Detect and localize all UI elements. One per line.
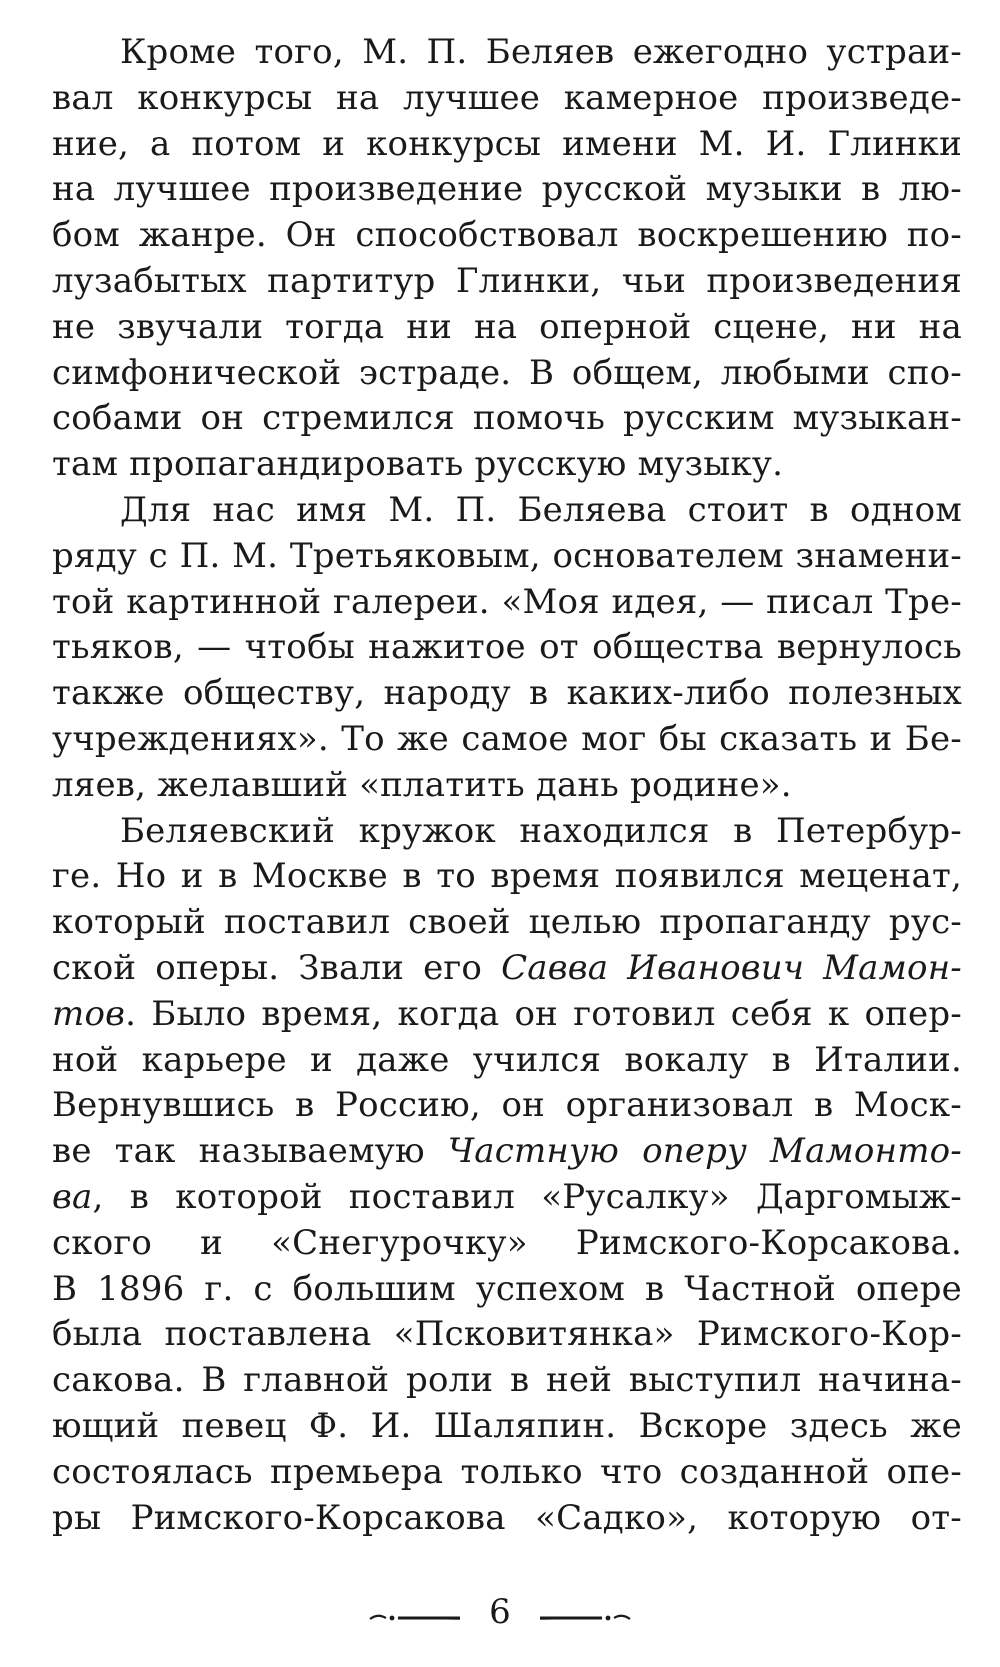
text-line: той картинной галереи. «Моя идея, — писал Тре- (52, 581, 962, 622)
text-line: собами он стремился помочь русским музыкан- (52, 398, 962, 439)
text-line: состоялась премьера только что созданной опе- (52, 1451, 962, 1492)
text-line: Вернувшись в Россию, он организовал в Моск- (52, 1085, 962, 1126)
ornament-left-icon (368, 1594, 464, 1634)
text-line: Для нас имя М. П. Беляева стоит в одном (120, 489, 962, 530)
text-run: ской оперы. Звали его (52, 947, 502, 988)
italic-name: ва (52, 1176, 93, 1217)
page-text (52, 30, 962, 1541)
page-footer (0, 1592, 1000, 1634)
text-line: тьяков, — чтобы нажитое от общества вернулось (52, 627, 962, 668)
paragraph-2 (52, 488, 962, 809)
italic-name: тов (52, 993, 126, 1034)
text-run: ве так называемую (52, 1131, 448, 1172)
text-line: на лучшее произведение русской музыки в лю- (52, 169, 962, 210)
text-line (52, 1175, 962, 1221)
paragraph-1 (52, 30, 962, 488)
text-line (52, 992, 962, 1038)
text-line: Беляевский кружок находился в Петербур- (120, 810, 962, 851)
text-line: лузабытых партитур Глинки, чьи произведения (52, 260, 962, 301)
text-line: ной карьере и даже учился вокалу в Италии. (52, 1039, 962, 1080)
text-line (52, 946, 962, 992)
text-line: бом жанре. Он способствовал воскрешению по- (52, 215, 962, 256)
italic-name: Частную оперу Мамонто- (447, 1131, 962, 1172)
text-line: В 1896 г. с большим успехом в Частной опере (52, 1268, 962, 1309)
text-line: учреждениях». То же самое мог бы сказать и Бе- (52, 718, 962, 759)
text-line: сакова. В главной роли в ней выступил начина- (52, 1360, 962, 1401)
text-line: ряду с П. М. Третьяковым, основателем знамени- (52, 535, 962, 576)
text-line: ге. Но и в Москве в то время появился меценат, (52, 856, 962, 897)
text-line: ляев, желавший «платить дань родине». (52, 764, 792, 805)
text-line: который поставил своей целью пропаганду рус- (52, 902, 962, 943)
ornament-right-icon (536, 1594, 632, 1634)
text-line: симфонической эстраде. В общем, любыми спо- (52, 352, 962, 393)
text-line: также обществу, народу в каких-либо полезных (52, 673, 962, 714)
text-run: , в которой поставил «Русалку» Даргомыж- (92, 1176, 962, 1217)
text-line: Кроме того, М. П. Беляев ежегодно устраи- (120, 32, 962, 72)
text-line: ры Римского-Корсакова «Садко», которую от- (52, 1497, 962, 1538)
paragraph-3 (52, 809, 962, 1542)
text-run: . Было время, когда он готовил себя к опер- (125, 993, 962, 1034)
text-line: вал конкурсы на лучшее камерное произведе- (52, 77, 962, 118)
text-line: ние, а потом и конкурсы имени М. И. Глинки (52, 123, 962, 164)
text-line: не звучали тогда ни на оперной сцене, ни на (52, 306, 962, 347)
text-line: там пропагандировать русскую музыку. (52, 444, 784, 485)
italic-name: Савва Иванович Мамон- (501, 947, 962, 988)
text-line (52, 1129, 962, 1175)
text-line: ского и «Снегурочку» Римского-Корсакова. (52, 1222, 962, 1263)
text-line: была поставлена «Псковитянка» Римского-Кор- (52, 1314, 962, 1355)
text-line: ющий певец Ф. И. Шаляпин. Вскоре здесь же (52, 1405, 962, 1446)
page-number: 6 (489, 1592, 511, 1632)
